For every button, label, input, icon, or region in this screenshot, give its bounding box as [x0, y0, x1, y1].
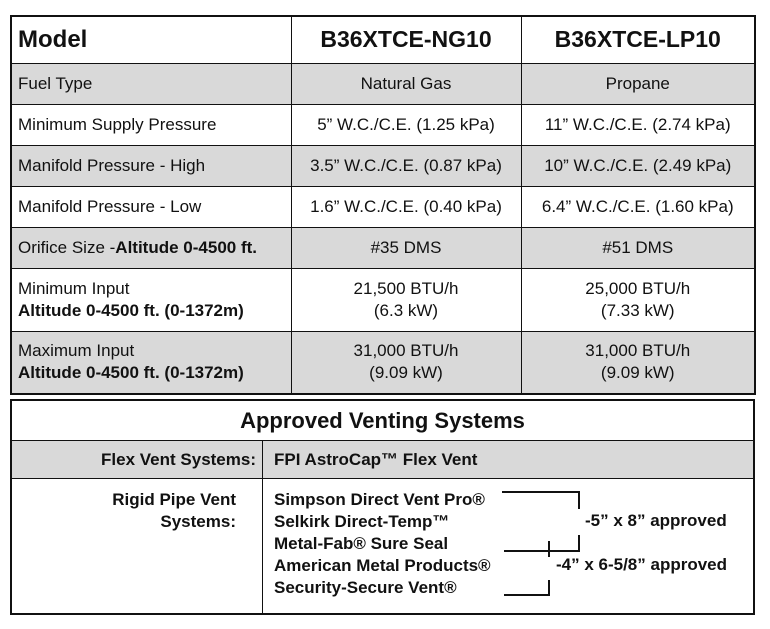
lp-value	[521, 331, 755, 394]
table-row	[11, 186, 755, 227]
row-label	[11, 227, 291, 268]
rigid-label-line2: Systems:	[160, 512, 236, 531]
row-label: Manifold Pressure - High	[11, 145, 291, 186]
venting-title: Approved Venting Systems	[12, 401, 753, 441]
ng-value: 3.5” W.C./C.E. (0.87 kPa)	[291, 145, 521, 186]
list-item: Metal-Fab® Sure Seal	[274, 534, 449, 553]
row-label: Manifold Pressure - Low	[11, 186, 291, 227]
rigid-label-line1: Rigid Pipe Vent	[112, 490, 236, 509]
row-label	[11, 268, 291, 331]
table-row	[11, 104, 755, 145]
list-item: Selkirk Direct-Temp™	[274, 512, 450, 531]
ng-value-main: 21,500 BTU/h	[353, 278, 459, 298]
lp-value: #51 DMS	[521, 227, 755, 268]
lp-value	[521, 268, 755, 331]
row-label-text: Orifice Size -	[18, 237, 116, 257]
table-row	[11, 63, 755, 104]
list-item: Simpson Direct Vent Pro®	[274, 490, 485, 509]
ng-value	[291, 331, 521, 394]
row-label-text: Maximum Input	[18, 341, 135, 361]
lp-value-main: 31,000 BTU/h	[585, 341, 691, 361]
table-row	[11, 227, 755, 268]
lp-value: Propane	[521, 63, 755, 104]
ng-value: 1.6” W.C./C.E. (0.40 kPa)	[291, 186, 521, 227]
table-header-row	[11, 16, 755, 63]
model-ng-header: B36XTCE-NG10	[291, 16, 521, 63]
lp-value: 11” W.C./C.E. (2.74 kPa)	[521, 104, 755, 145]
row-label: Fuel Type	[11, 63, 291, 104]
ng-value-main: 31,000 BTU/h	[353, 341, 459, 361]
ng-value-sub: (9.09 kW)	[369, 363, 443, 383]
bracket-lines	[12, 401, 753, 613]
specifications-table	[10, 15, 756, 395]
table-row	[11, 331, 755, 394]
table-row	[11, 145, 755, 186]
bracket-lower-bottom-line	[504, 580, 549, 595]
table-row	[11, 268, 755, 331]
row-label-bold: Altitude 0-4500 ft. (0-1372m)	[18, 300, 244, 320]
venting-systems-box	[10, 399, 755, 615]
row-label-bold: Altitude 0-4500 ft.	[115, 237, 257, 257]
lp-value: 6.4” W.C./C.E. (1.60 kPa)	[521, 186, 755, 227]
approved-4x658-label: -4” x 6-5/8” approved	[556, 555, 728, 574]
lp-value-sub: (9.09 kW)	[600, 363, 675, 383]
approved-5x8-label: -5” x 8” approved	[585, 511, 727, 530]
list-item: Security-Secure Vent®	[274, 578, 457, 597]
model-header: Model	[11, 16, 291, 63]
lp-value-sub: (7.33 kW)	[600, 300, 675, 320]
lp-value-main: 25,000 BTU/h	[585, 278, 691, 298]
flex-vent-value: FPI AstroCap™ Flex Vent	[274, 450, 478, 469]
ng-value: Natural Gas	[291, 63, 521, 104]
ng-value	[291, 268, 521, 331]
row-label-bold: Altitude 0-4500 ft. (0-1372m)	[18, 363, 244, 383]
ng-value: #35 DMS	[291, 227, 521, 268]
flex-vent-label: Flex Vent Systems:	[101, 450, 256, 469]
bracket-top-line	[502, 492, 579, 509]
ng-value: 5” W.C./C.E. (1.25 kPa)	[291, 104, 521, 145]
ng-value-sub: (6.3 kW)	[373, 300, 439, 320]
lp-value: 10” W.C./C.E. (2.49 kPa)	[521, 145, 755, 186]
list-item: American Metal Products®	[274, 556, 491, 575]
row-label: Minimum Supply Pressure	[11, 104, 291, 145]
model-lp-header: B36XTCE-LP10	[521, 16, 755, 63]
bracket-bottom-line	[504, 535, 579, 551]
row-label-text: Minimum Input	[18, 278, 130, 298]
row-label	[11, 331, 291, 394]
